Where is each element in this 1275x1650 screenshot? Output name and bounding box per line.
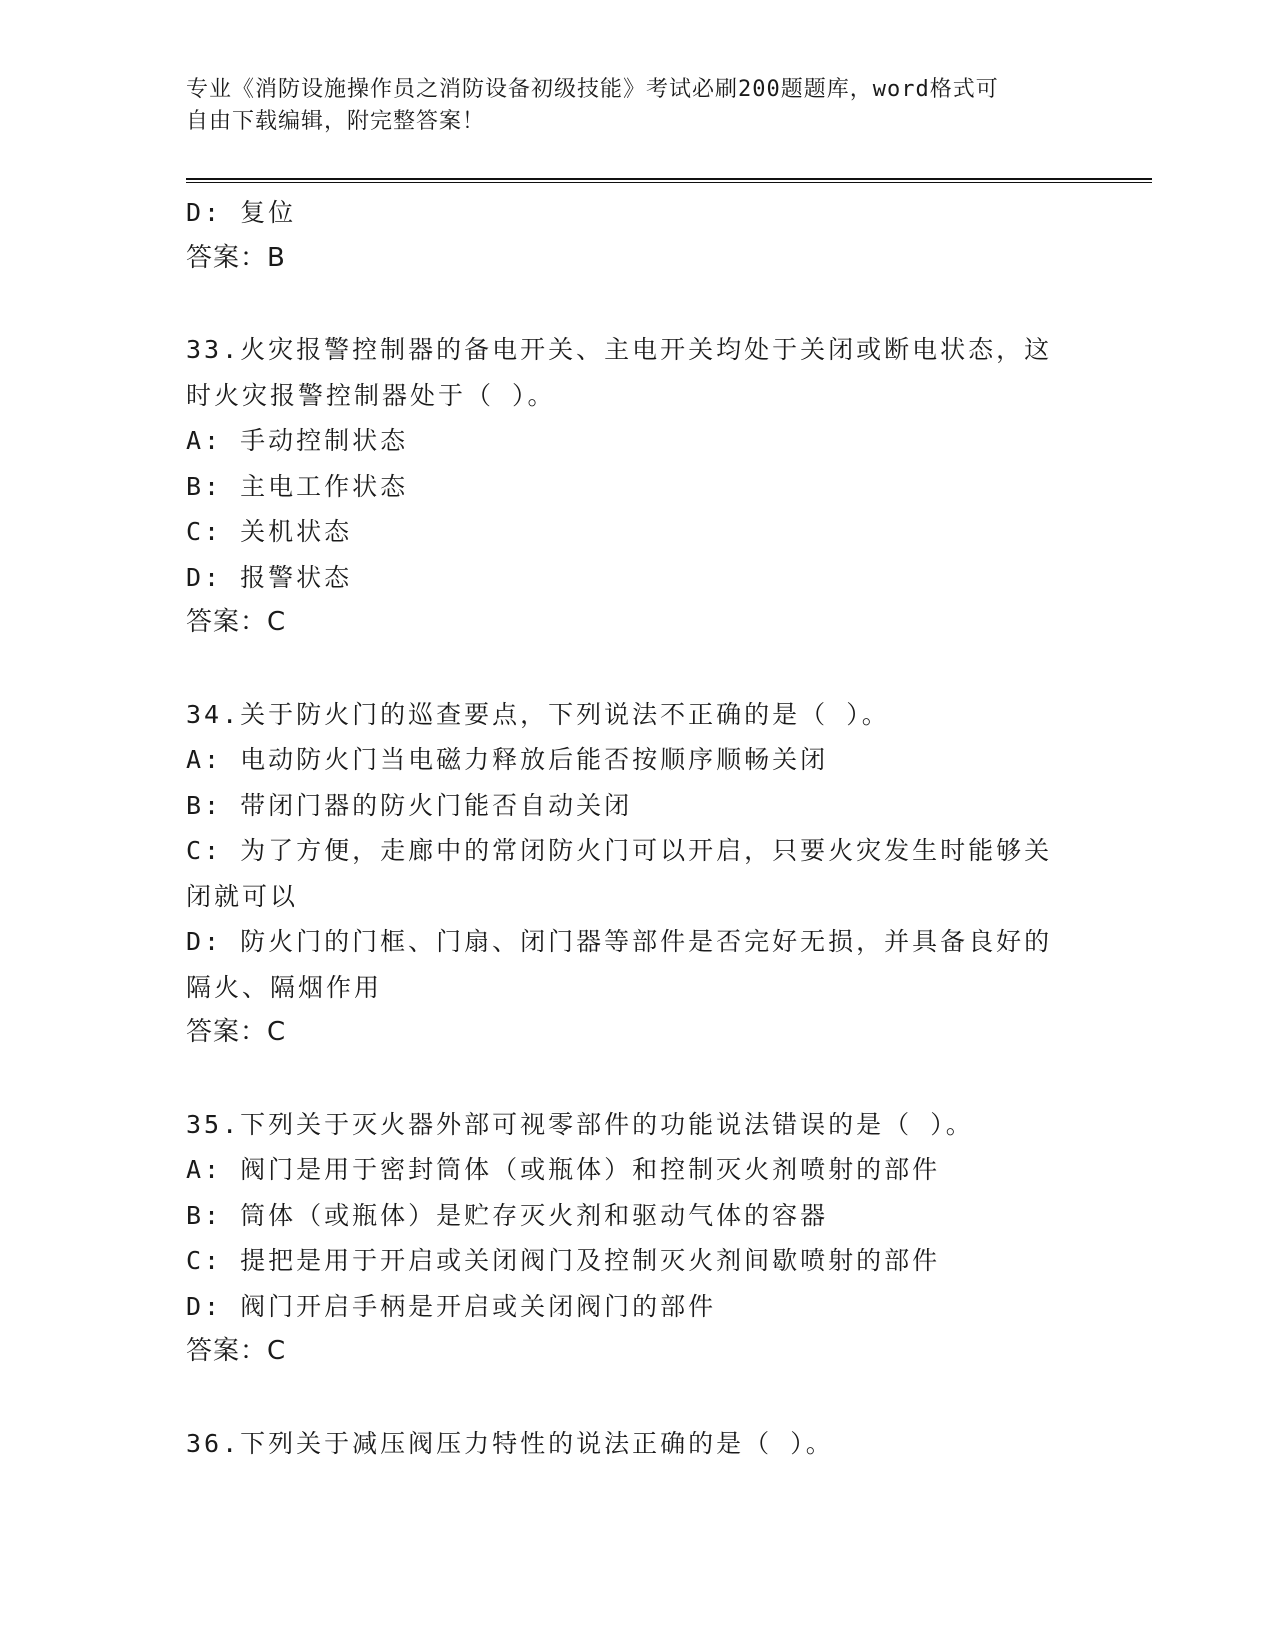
header-title-line-1: 专业《消防设施操作员之消防设备初级技能》考试必刷200题题库，word格式可 — [186, 77, 999, 102]
question-stem: 33.火灾报警控制器的备电开关、主电开关均处于关闭或断电状态，这 — [186, 335, 1053, 364]
question-33 — [186, 327, 1086, 646]
option-a: A: 手动控制状态 — [186, 426, 409, 455]
option-d: D: 阀门开启手柄是开启或关闭阀门的部件 — [186, 1291, 717, 1321]
page-header — [186, 74, 1086, 138]
option-c-continued: 闭就可以 — [186, 881, 299, 911]
option-d-continued: 隔火、隔烟作用 — [186, 972, 383, 1002]
option-b: B: 带闭门器的防火门能否自动关闭 — [186, 790, 633, 820]
option-d: D: 复位 — [186, 198, 297, 227]
option-d: D: 报警状态 — [186, 562, 353, 592]
option-a: A: 阀门是用于密封筒体（或瓶体）和控制灭火剂喷射的部件 — [186, 1155, 941, 1184]
question-stem: 35.下列关于灭火器外部可视零部件的功能说法错误的是（ ）。 — [186, 1109, 974, 1139]
question-36 — [186, 1421, 1086, 1467]
option-c: C: 关机状态 — [186, 517, 353, 546]
spacer — [186, 646, 1086, 692]
option-a: A: 电动防火门当电磁力释放后能否按顺序顺畅关闭 — [186, 745, 829, 774]
question-stem: 时火灾报警控制器处于（ ）。 — [186, 380, 556, 410]
question-stem: 34.关于防火门的巡查要点，下列说法不正确的是（ ）。 — [186, 699, 890, 729]
header-divider — [186, 178, 1152, 183]
question-stem: 36.下列关于减压阀压力特性的说法正确的是（ ）。 — [186, 1428, 834, 1458]
answer-label: 答案：C — [186, 1336, 287, 1366]
answer-label: 答案：C — [186, 607, 287, 637]
option-d: D: 防火门的门框、门扇、闭门器等部件是否完好无损，并具备良好的 — [186, 927, 1053, 956]
answer-label: 答案：B — [186, 242, 286, 273]
question-content — [186, 190, 1086, 1466]
spacer — [186, 1056, 1086, 1102]
spacer — [186, 281, 1086, 327]
question-35 — [186, 1102, 1086, 1375]
answer-label: 答案：C — [186, 1017, 287, 1047]
option-c: C: 为了方便，走廊中的常闭防火门可以开启，只要火灾发生时能够关 — [186, 836, 1053, 865]
header-title-line-2: 自由下载编辑，附完整答案！ — [186, 109, 486, 134]
question-34 — [186, 692, 1086, 1056]
option-c: C: 提把是用于开启或关闭阀门及控制灭火剂间歇喷射的部件 — [186, 1246, 941, 1275]
option-b: B: 主电工作状态 — [186, 471, 409, 501]
option-b: B: 筒体（或瓶体）是贮存灭火剂和驱动气体的容器 — [186, 1200, 829, 1230]
spacer — [186, 1375, 1086, 1421]
